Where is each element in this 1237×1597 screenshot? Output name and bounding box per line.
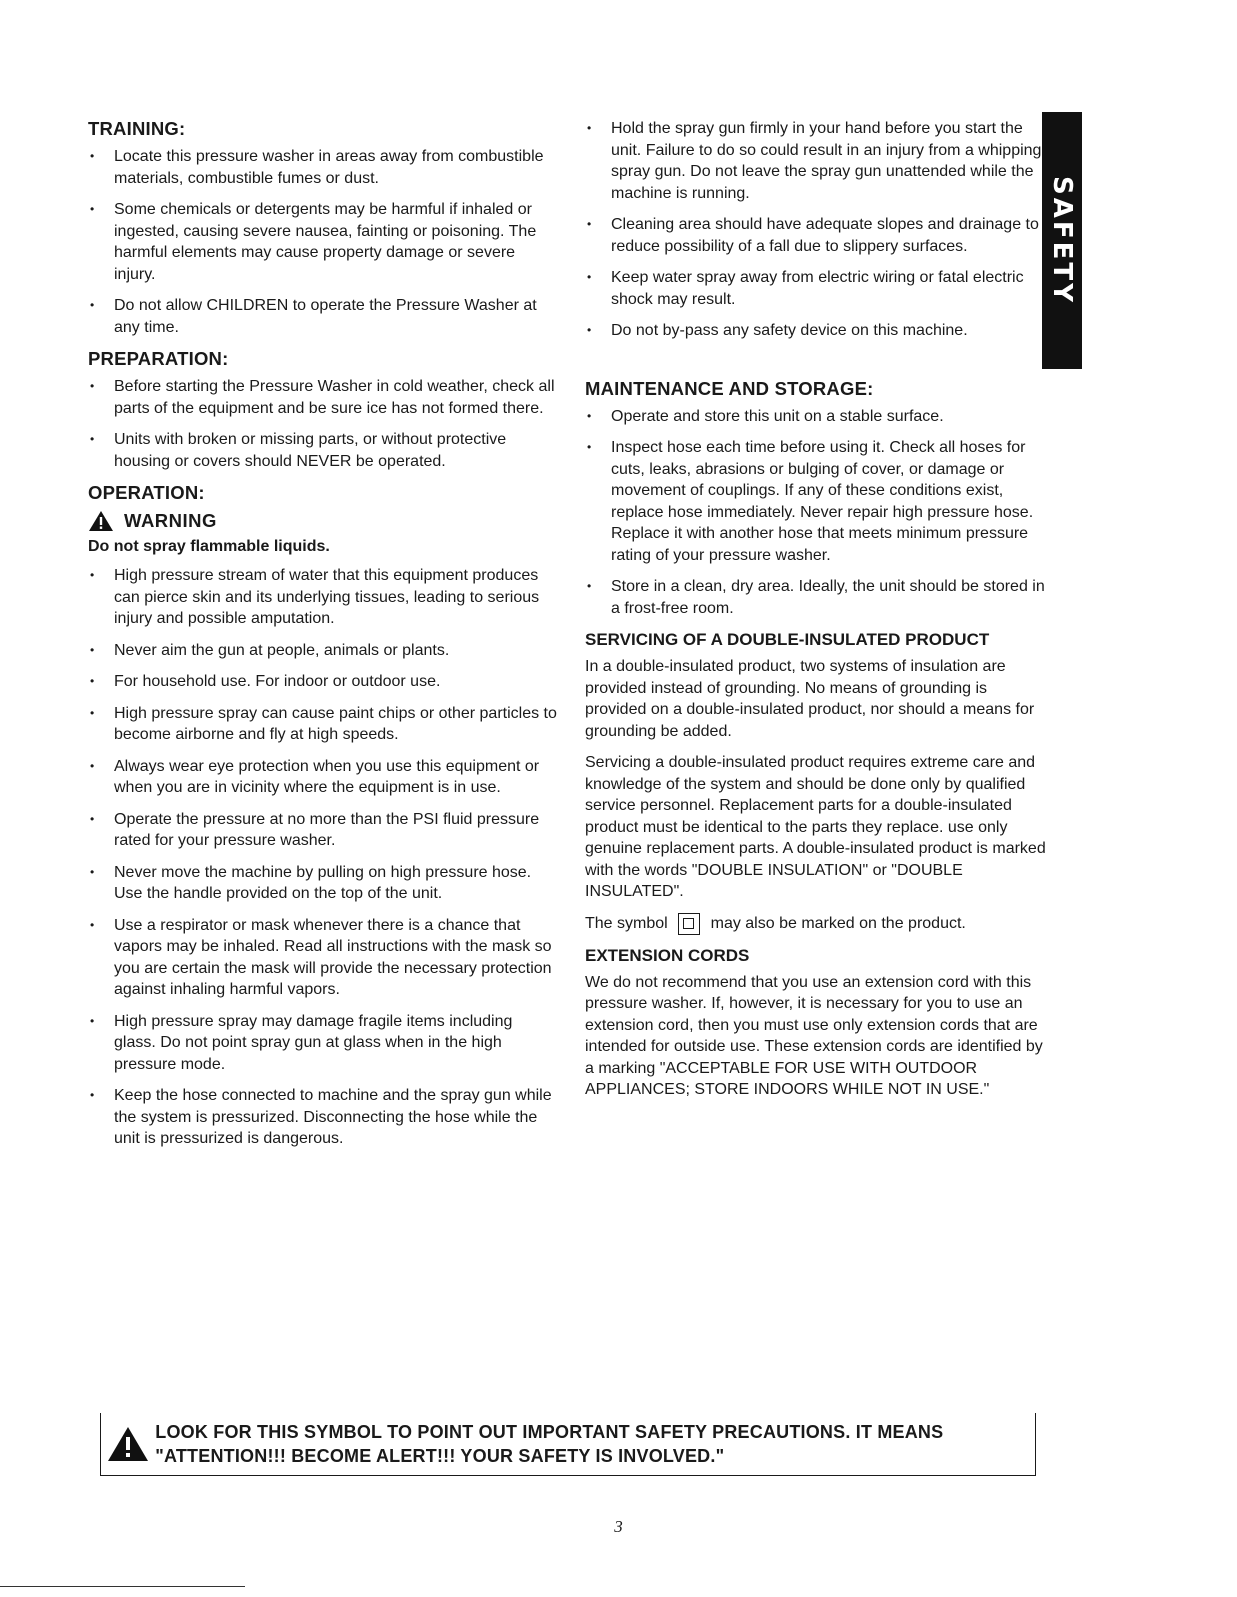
list-item: • Do not allow CHILDREN to operate the Pressure Washer at any time. [88, 295, 558, 338]
warning-text: Do not spray flammable liquids. [88, 538, 330, 555]
notice-text: LOOK FOR THIS SYMBOL TO POINT OUT IMPORTANT SAFETY PRECAUTIONS. IT MEANS "ATTENTION!!! BECOME ALERT!!! YOUR SAFETY IS INVOLVED." [155, 1422, 944, 1466]
list-item: • Before starting the Pressure Washer in cold weather, check all parts of the equipment and be sure ice has not formed there. [88, 376, 558, 419]
symbol-line-after: may also be marked on the product. [710, 914, 966, 932]
servicing-paragraph-2: Servicing a double-insulated product requires extreme care and knowledge of the system and should be done only by qualified service personnel. Replacement parts for a double-insulated product must be identical to the parts they replace. use only genuine replacement parts. A double-insulated product is marked with the words "DOUBLE INSULATION" or "DOUBLE INSULATED". [585, 754, 1046, 900]
list-item: • Use a respirator or mask whenever there is a chance that vapors may be inhaled. Read all instructions with the mask so you are certain the mask will provide the necessary protection against inhaling harmful vapors. [88, 915, 558, 1001]
symbol-line [585, 913, 1050, 935]
list-item: • Always wear eye protection when you use this equipment or when you are in vicinity where the equipment is in use. [88, 756, 558, 799]
list-item: • Inspect hose each time before using it. Check all hoses for cuts, leaks, abrasions or bulging of cover, or damage or movement of couplings. If any of these conditions exist, replace hose immediately. Never repair high pressure hose. Replace it with another hose that meets minimum pressure rating of your pressure washer. [585, 437, 1050, 566]
safety-notice-box [100, 1413, 1036, 1476]
list-item: • Cleaning area should have adequate slopes and drainage to reduce possibility of a fall due to slippery surfaces. [585, 214, 1050, 257]
operation-heading: OPERATION: [88, 482, 205, 503]
list-item: • Store in a clean, dry area. Ideally, the unit should be stored in a frost-free room. [585, 576, 1050, 619]
warning-label: WARNING [124, 510, 217, 531]
list-item: • For household use. For indoor or outdoor use. [88, 671, 558, 693]
preparation-heading: PREPARATION: [88, 348, 229, 369]
page-number: 3 [614, 1517, 623, 1536]
preparation-list [88, 376, 558, 472]
list-item: • Locate this pressure washer in areas away from combustible materials, combustible fumes or dust. [88, 146, 558, 189]
warning-triangle-icon [88, 510, 114, 532]
maintenance-heading: MAINTENANCE AND STORAGE: [585, 377, 874, 399]
extension-paragraph: We do not recommend that you use an extension cord with this pressure washer. If, however, it is necessary for you to use an extension cord, then you must use only extension cords that are intended for outside use. These extension cords are identified by a marking "ACCEPTABLE FOR USE WITH OUTDOOR APPLIANCES; STORE INDOORS WHILE NOT IN USE." [585, 973, 1043, 1098]
list-item: • Never move the machine by pulling on high pressure hose. Use the handle provided on the top of the unit. [88, 862, 558, 905]
warning-triangle-icon [107, 1426, 149, 1462]
extension-heading: EXTENSION CORDS [585, 945, 750, 965]
list-item: • Keep water spray away from electric wiring or fatal electric shock may result. [585, 267, 1050, 310]
operation-continued-list [585, 118, 1050, 342]
servicing-heading: SERVICING OF A DOUBLE-INSULATED PRODUCT [585, 630, 990, 649]
notice-icon-wrap [101, 1426, 155, 1462]
training-list [88, 146, 558, 338]
list-item: • Hold the spray gun firmly in your hand before you start the unit. Failure to do so could result in an injury from a whipping spray gun. Do not leave the spray gun unattended while the machine is running. [585, 118, 1050, 204]
list-item: • High pressure stream of water that this equipment produces can pierce skin and its underlying tissues, leading to serious injury and possible amputation. [88, 565, 558, 630]
safety-side-tab [1042, 112, 1082, 369]
list-item: • Operate the pressure at no more than the PSI fluid pressure rated for your pressure washer. [88, 809, 558, 852]
list-item: • High pressure spray may damage fragile items including glass. Do not point spray gun at glass when in the high pressure mode. [88, 1011, 558, 1076]
double-insulation-icon [678, 913, 700, 935]
bottom-rule [0, 1586, 245, 1587]
maintenance-list [585, 406, 1050, 620]
list-item: • Operate and store this unit on a stable surface. [585, 406, 1050, 428]
left-column [88, 118, 558, 1160]
operation-list [88, 565, 558, 1150]
symbol-line-before: The symbol [585, 914, 668, 932]
servicing-paragraph-1: In a double-insulated product, two systems of insulation are provided instead of grounding. No means of grounding is provided on a double-insulated product, nor should a means for grounding be added. [585, 658, 1035, 740]
list-item: • Never aim the gun at people, animals or plants. [88, 640, 558, 662]
right-column [585, 118, 1050, 1111]
side-tab-label: SAFETY [1047, 176, 1077, 305]
training-heading: TRAINING: [88, 118, 186, 139]
warning-row [88, 510, 558, 532]
list-item: • Keep the hose connected to machine and the spray gun while the system is pressurized. Disconnecting the hose while the unit is pressurized is dangerous. [88, 1085, 558, 1150]
list-item: • Units with broken or missing parts, or without protective housing or covers should NEVER be operated. [88, 429, 558, 472]
list-item: • Some chemicals or detergents may be harmful if inhaled or ingested, causing severe nausea, fainting or poisoning. The harmful elements may cause property damage or severe injury. [88, 199, 558, 285]
list-item: • High pressure spray can cause paint chips or other particles to become airborne and fly at high speeds. [88, 703, 558, 746]
list-item: • Do not by-pass any safety device on this machine. [585, 320, 1050, 342]
